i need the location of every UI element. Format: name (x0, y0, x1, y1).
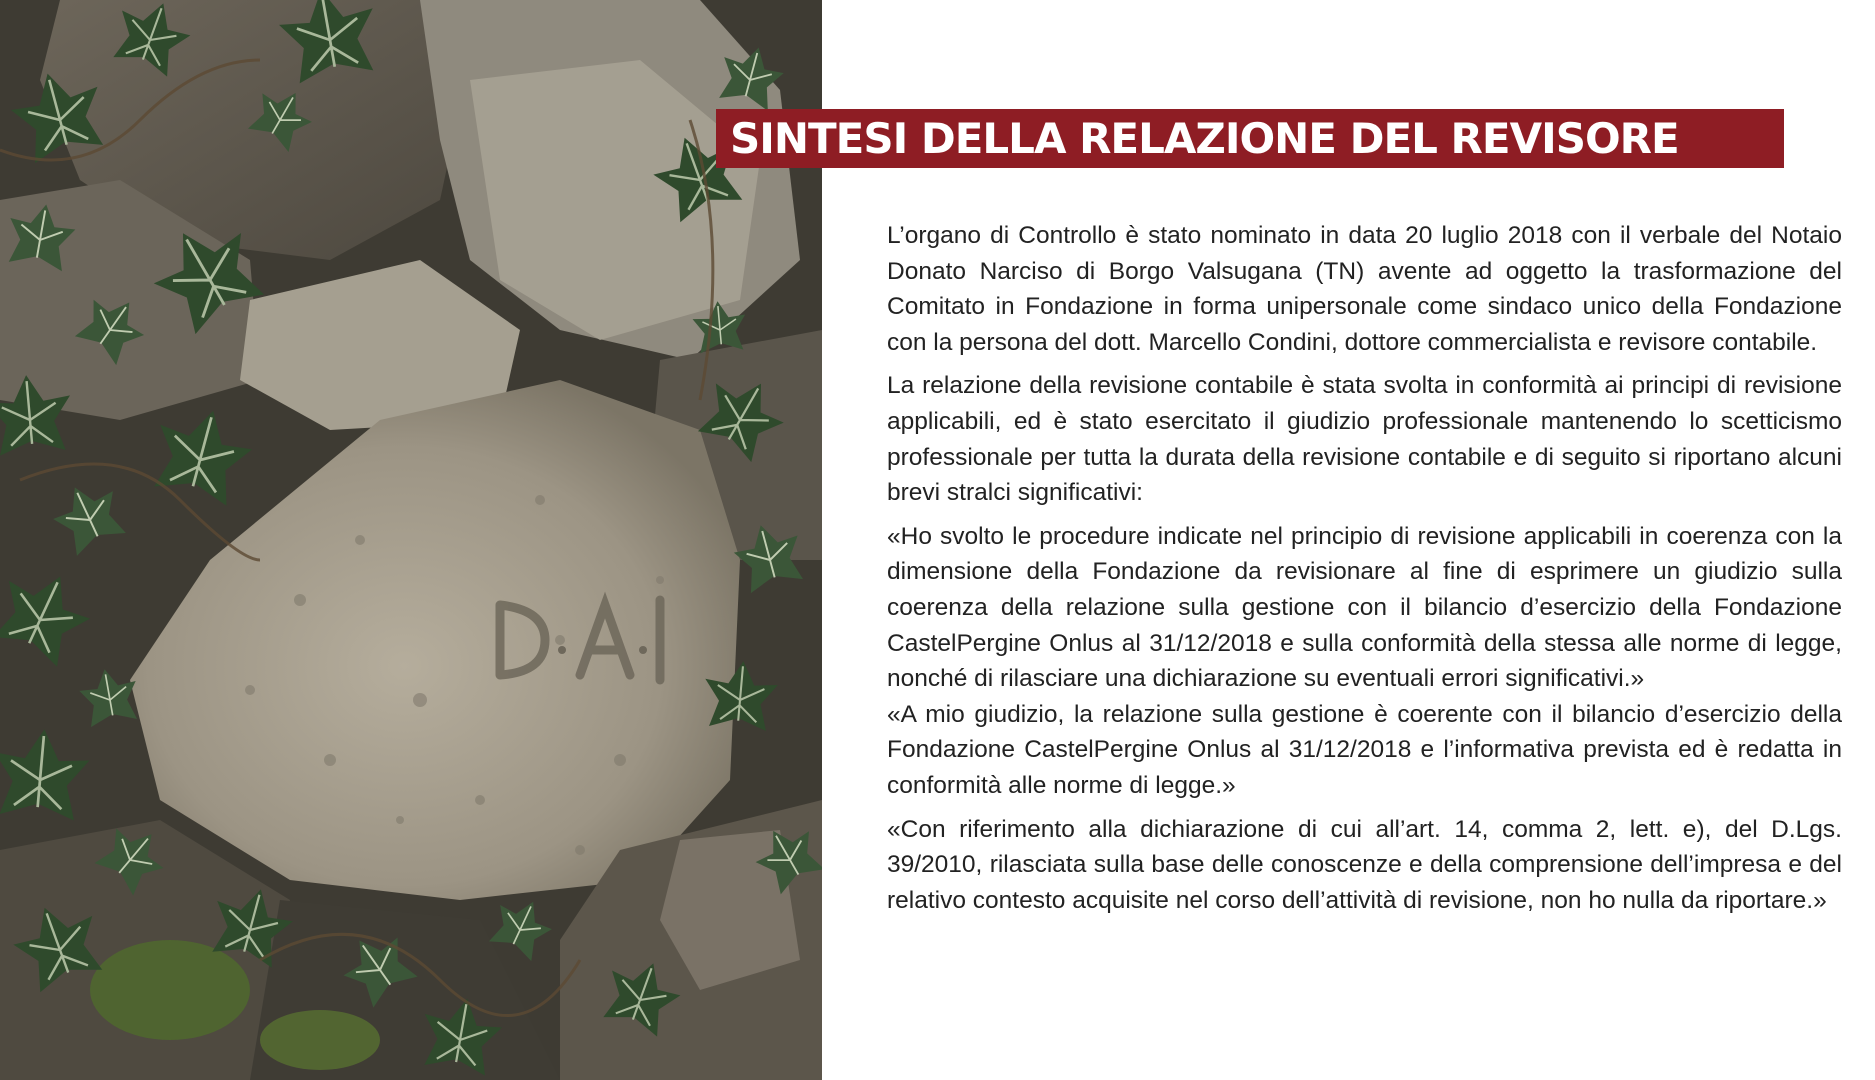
paragraph-quote-procedures: «Ho svolto le procedure indicate nel principio di revisione applicabili in coerenza con la dimensione della Fondazione da revisionare al fine di esprimere un giudizio sulla coerenza della relazione sulla gestione con il bilancio d’esercizio della Fondazione CastelPergine Onlus al 31/12/2018 e sulla conformità della stessa alle norme di legge, nonché di rilasciare una dichiarazione su eventuali errori significativi.» (887, 522, 1842, 693)
page-title: SINTESI DELLA RELAZIONE DEL REVISORE (730, 113, 1679, 163)
paragraph-quote-declaration: «Con riferimento alla dichiarazione di cui all’art. 14, comma 2, lett. e), del D.Lgs. 39/2010, rilasciata sulla base delle conoscenze e della comprensione dell’impresa e del relativo contesto acquisite nel corso dell’attività di revisione, non ho nulla da riportare.» (887, 815, 1842, 914)
title-banner (716, 109, 1784, 168)
stone-wall-photo (0, 0, 822, 1080)
paragraph-audit-method: La relazione della revisione contabile è stata svolta in conformità ai principi di revisione applicabili, ed è stato esercitato il giudizio professionale mantenendo lo scetticismo professionale per tutta la durata della revisione contabile e di seguito si riportano alcuni brevi stralci significativi: (887, 372, 1842, 507)
report-body (887, 218, 1842, 918)
paragraph-appointment: L’organo di Controllo è stato nominato in data 20 luglio 2018 con il verbale del Notaio Donato Narciso di Borgo Valsugana (TN) avente ad oggetto la trasformazione del Comitato in Fondazione in forma unipersonale come sindaco unico della Fondazione con la persona del dott. Marcello Condini, dottore commercialista e revisore contabile. (887, 222, 1842, 356)
paragraph-quote-opinion: «A mio giudizio, la relazione sulla gestione è coerente con il bilancio d’esercizio della Fondazione CastelPergine Onlus al 31/12/2018 e l’informativa prevista ed è redatta in conformità alle norme di legge.» (887, 700, 1842, 799)
